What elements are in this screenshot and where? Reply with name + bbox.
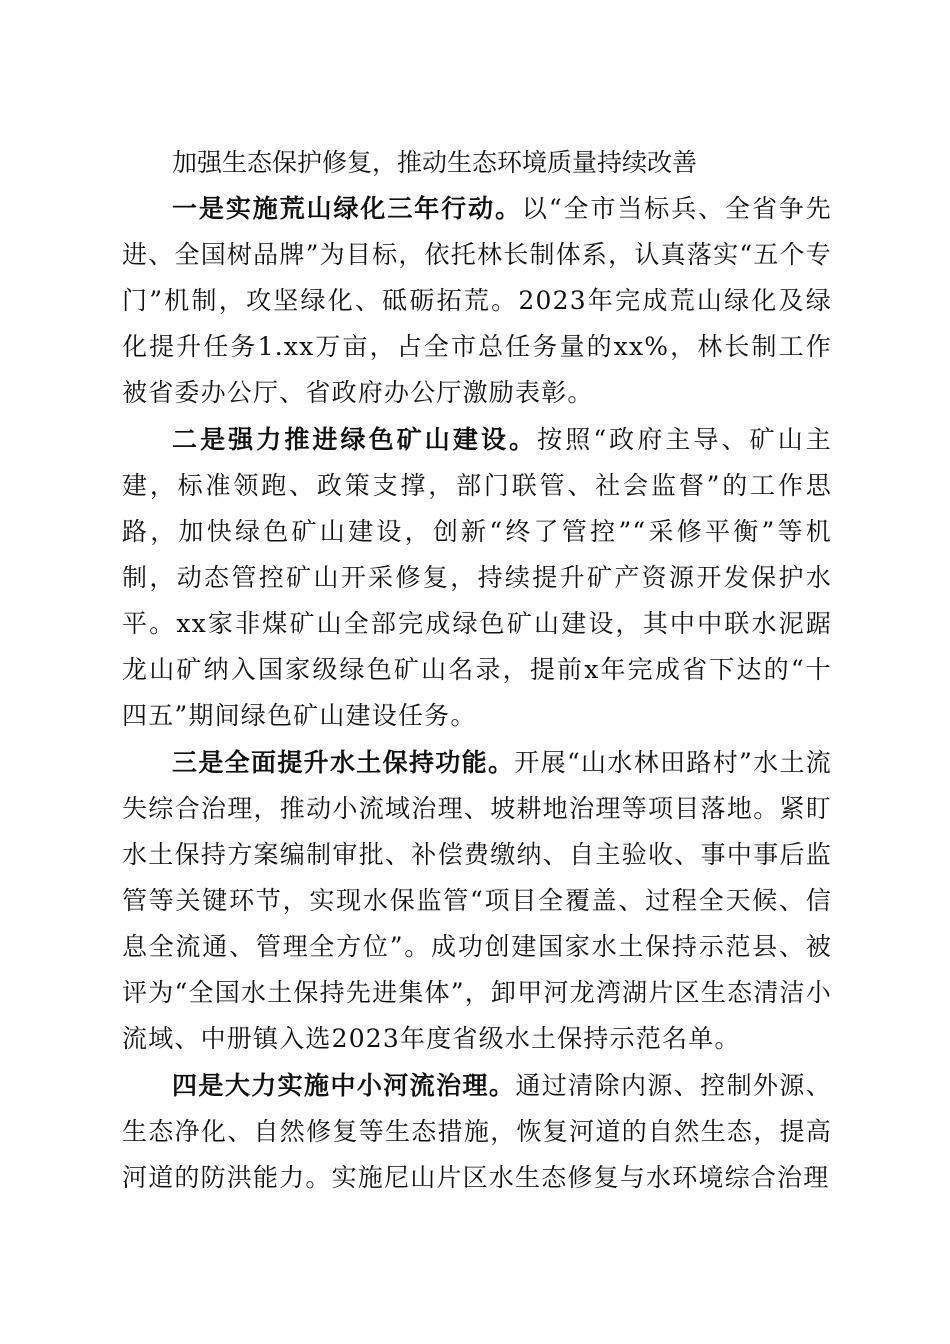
paragraph-3-lead: 三是全面提升水土保持功能。	[172, 748, 515, 777]
paragraph-3-body: 开展“山水林田路村”水土流失综合治理，推动小流域治理、坡耕地治理等项目落地。紧盯水土保持方案编制审批、补偿费缴纳、自主验收、事中事后监管等关键环节，实现水保监管“项目全覆盖、过程全天候、信息全流通、管理全方位”。成功创建国家水土保持示范县、被评为“全国水土保持先进集体”，卸甲河龙湾湖片区生态清洁小流域、中册镇入选2023年度省级水土保持示范名单。	[122, 748, 832, 1053]
document-page	[122, 140, 832, 1202]
paragraph-4	[122, 1063, 832, 1201]
paragraph-1	[122, 186, 832, 416]
paragraph-2	[122, 417, 832, 739]
paragraph-4-body: 通过清除内源、控制外源、生态净化、自然修复等生态措施，恢复河道的自然生态，提高河道的防洪能力。实施尼山片区水生态修复与水环境综合治理	[122, 1071, 832, 1192]
paragraph-3	[122, 740, 832, 1062]
paragraph-2-body: 按照“政府主导、矿山主建，标准领跑、政策支撑，部门联管、社会监督”的工作思路，加快绿色矿山建设，创新“终了管控”“采修平衡”等机制，动态管控矿山开采修复，持续提升矿产资源开发保护水平。xx家非煤矿山全部完成绿色矿山建设，其中中联水泥踞龙山矿纳入国家级绿色矿山名录，提前x年完成省下达的“十四五”期间绿色矿山建设任务。	[122, 425, 832, 730]
paragraph-2-lead: 二是强力推进绿色矿山建设。	[172, 425, 538, 454]
paragraph-1-lead: 一是实施荒山绿化三年行动。	[172, 194, 522, 223]
paragraph-4-lead: 四是大力实施中小河流治理。	[172, 1071, 516, 1100]
section-title: 加强生态保护修复，推动生态环境质量持续改善	[172, 148, 698, 177]
paragraph-1-body: 以“全市当标兵、全省争先进、全国树品牌”为目标，依托林长制体系，认真落实“五个专门”机制，攻坚绿化、砥砺拓荒。2023年完成荒山绿化及绿化提升任务1.xx万亩，占全市总任务量的xx%，林长制工作被省委办公厅、省政府办公厅激励表彰。	[122, 194, 832, 407]
